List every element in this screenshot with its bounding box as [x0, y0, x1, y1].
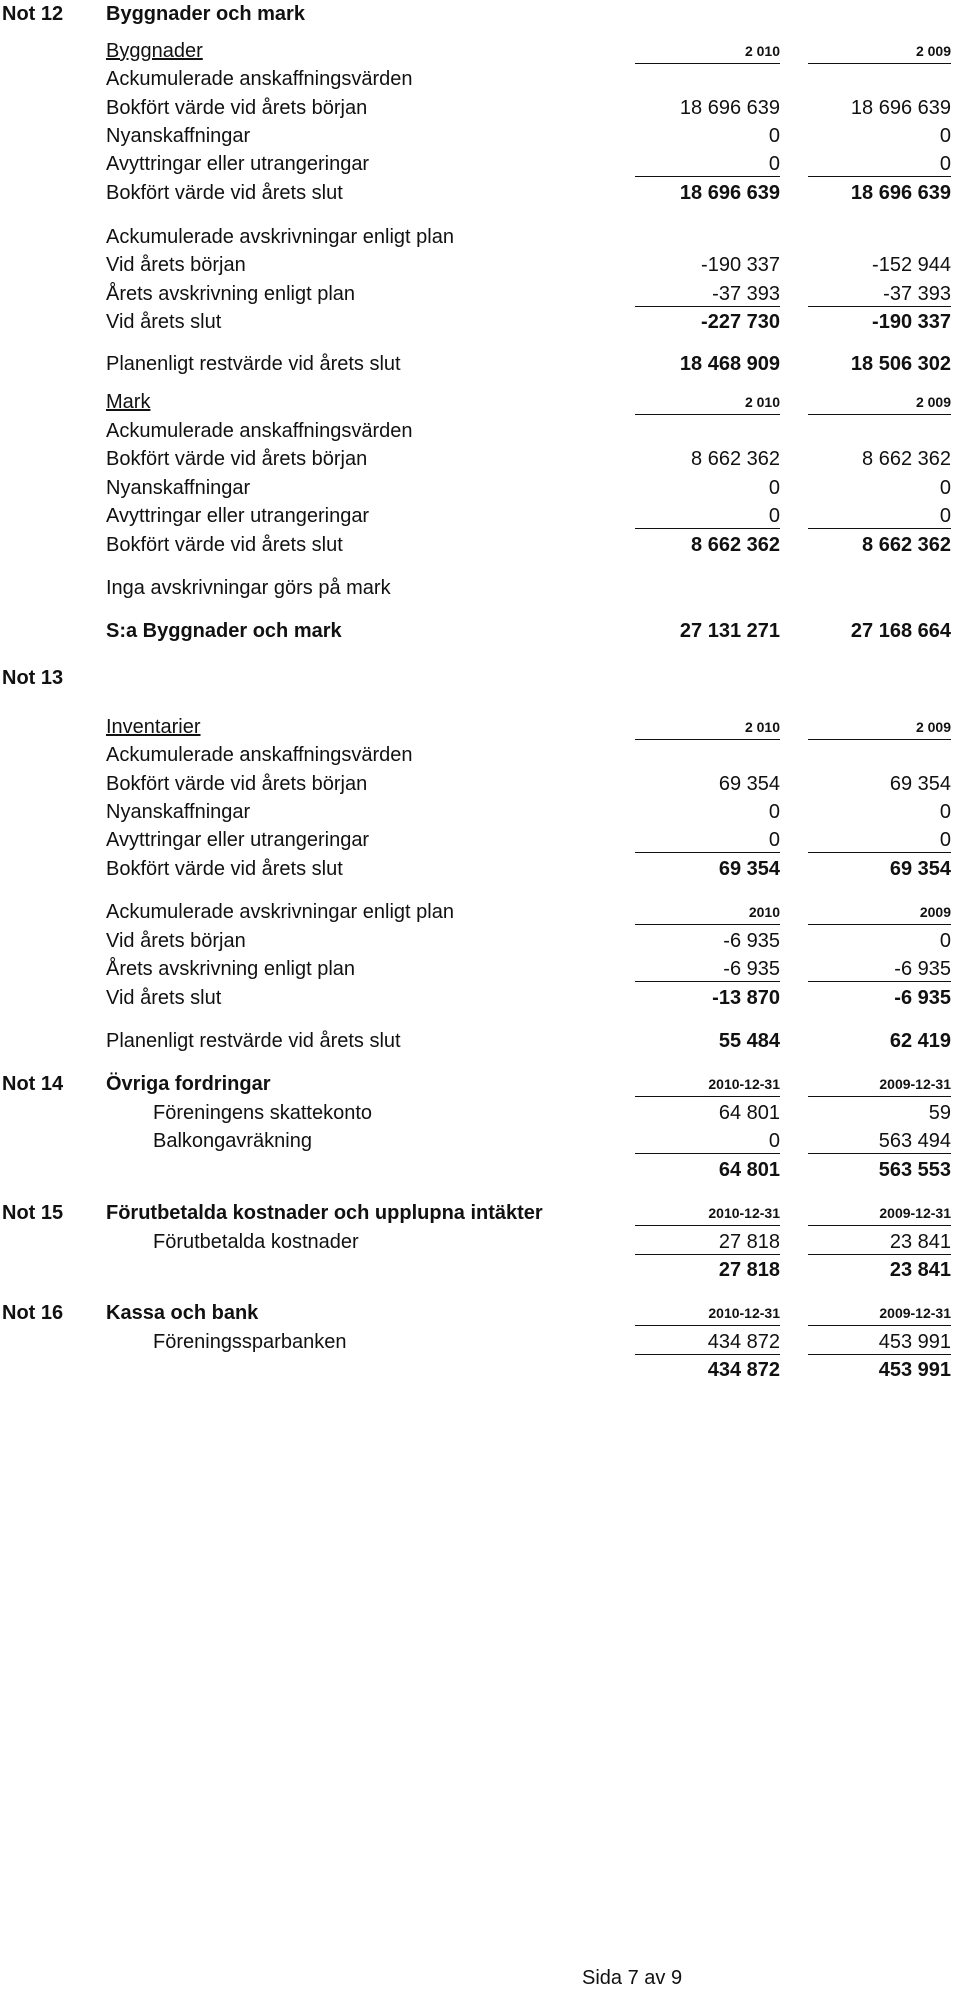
row-label: Bokfört värde vid årets början [106, 97, 368, 119]
value-2009: -6 935 [808, 955, 951, 982]
value-2010: 2 010 [635, 388, 780, 415]
value-2009: -6 935 [894, 987, 951, 1009]
value-2009: 453 991 [808, 1328, 951, 1355]
note-row [0, 798, 960, 826]
note-row [0, 1199, 960, 1227]
row-label: Vid årets början [106, 254, 246, 276]
note-row [0, 1299, 960, 1327]
row-label: Avyttringar eller utrangeringar [106, 505, 370, 527]
note-row [0, 741, 960, 769]
value-2010: 18 696 639 [679, 182, 780, 204]
row-label: Förutbetalda kostnader [153, 1231, 359, 1253]
note-row [0, 150, 960, 178]
value-2010: 18 468 909 [679, 353, 780, 375]
value-2010: -37 393 [635, 280, 780, 307]
note-row [0, 474, 960, 502]
note-row [0, 955, 960, 983]
note-row [0, 531, 960, 559]
value-2010: 69 354 [718, 773, 780, 795]
row-label: Inga avskrivningar görs på mark [106, 577, 391, 599]
row-label: Balkongavräkning [153, 1130, 312, 1152]
note-row [0, 179, 960, 207]
note-row [0, 122, 960, 150]
row-label: Föreningssparbanken [153, 1331, 347, 1353]
note-row [0, 280, 960, 308]
row-label: Planenligt restvärde vid årets slut [106, 1030, 401, 1052]
value-2009: 0 [939, 930, 951, 952]
value-2010: -13 870 [712, 987, 780, 1009]
value-2010: -6 935 [635, 955, 780, 982]
value-2010: 2 010 [635, 713, 780, 740]
value-2009: 563 553 [878, 1159, 951, 1181]
value-2009: 8 662 362 [862, 448, 951, 470]
value-2010: 434 872 [707, 1359, 780, 1381]
value-2010: 2010-12-31 [635, 1070, 780, 1097]
note-row [0, 251, 960, 279]
note-row [0, 223, 960, 251]
note-row [0, 502, 960, 530]
note-row [0, 94, 960, 122]
note-number: Not 16 [2, 1302, 64, 1324]
note-row [0, 617, 960, 645]
value-2010: 27 818 [635, 1228, 780, 1255]
note-row [0, 65, 960, 93]
value-2010: 8 662 362 [691, 534, 780, 556]
note-row [0, 417, 960, 445]
row-label: Bokfört värde vid årets slut [106, 182, 343, 204]
value-2009: 2 009 [808, 37, 951, 64]
value-2009: 18 696 639 [850, 182, 951, 204]
note-row [0, 1328, 960, 1356]
value-2010: 0 [635, 502, 780, 529]
note-row [0, 770, 960, 798]
note-row [0, 1228, 960, 1256]
note-row [0, 37, 960, 65]
value-2009: 18 696 639 [850, 97, 951, 119]
row-label: Bokfört värde vid årets början [106, 773, 368, 795]
row-label: Avyttringar eller utrangeringar [106, 829, 370, 851]
value-2010: -190 337 [701, 254, 780, 276]
row-label: Ackumulerade anskaffningsvärden [106, 420, 413, 442]
row-label: Årets avskrivning enligt plan [106, 958, 356, 980]
value-2010: 434 872 [635, 1328, 780, 1355]
value-2010: 55 484 [718, 1030, 780, 1052]
value-2009: 2009-12-31 [808, 1070, 951, 1097]
value-2009: 0 [939, 125, 951, 147]
value-2010: 0 [635, 150, 780, 177]
row-label: Bokfört värde vid årets slut [106, 858, 343, 880]
subtotal-row [0, 1256, 960, 1284]
row-label: Nyanskaffningar [106, 125, 251, 147]
value-2010: -6 935 [723, 930, 780, 952]
value-2010: 0 [768, 801, 780, 823]
value-2010: 27 131 271 [679, 620, 780, 642]
value-2009: 8 662 362 [862, 534, 951, 556]
row-label: Byggnader och mark [106, 3, 305, 25]
value-2009: 2009 [808, 898, 951, 925]
value-2009: 563 494 [808, 1127, 951, 1154]
note-number: Not 15 [2, 1202, 64, 1224]
row-label: Kassa och bank [106, 1302, 259, 1324]
note-row [0, 927, 960, 955]
value-2010: 18 696 639 [679, 97, 780, 119]
value-2009: 18 506 302 [850, 353, 951, 375]
note-row [0, 826, 960, 854]
value-2009: 0 [808, 826, 951, 853]
value-2009: 69 354 [889, 773, 951, 795]
value-2010: 64 801 [718, 1102, 780, 1124]
value-2009: 2009-12-31 [808, 1299, 951, 1326]
row-label: Ackumulerade avskrivningar enligt plan [106, 901, 454, 923]
note-row [0, 350, 960, 378]
value-2009: 59 [928, 1102, 951, 1124]
value-2010: 0 [768, 477, 780, 499]
row-label: Inventarier [106, 716, 201, 738]
value-2010: 2010-12-31 [635, 1299, 780, 1326]
value-2009: 2 009 [808, 388, 951, 415]
note-number: Not 14 [2, 1073, 64, 1095]
value-2009: 0 [939, 801, 951, 823]
value-2009: 62 419 [889, 1030, 951, 1052]
row-label: Vid årets slut [106, 987, 222, 1009]
row-label: Vid årets slut [106, 311, 222, 333]
value-2009: 69 354 [889, 858, 951, 880]
value-2010: 64 801 [718, 1159, 780, 1181]
value-2010: 2010-12-31 [635, 1199, 780, 1226]
value-2009: 27 168 664 [850, 620, 951, 642]
row-label: Avyttringar eller utrangeringar [106, 153, 370, 175]
value-2010: 2010 [635, 898, 780, 925]
row-label: Byggnader [106, 40, 203, 62]
row-label: Nyanskaffningar [106, 477, 251, 499]
row-label: Planenligt restvärde vid årets slut [106, 353, 401, 375]
row-label: Bokfört värde vid årets slut [106, 534, 343, 556]
note-row [0, 0, 960, 28]
value-2009: 0 [808, 502, 951, 529]
note-row [0, 898, 960, 926]
row-label: Vid årets början [106, 930, 246, 952]
note-row [0, 1127, 960, 1155]
row-label: Övriga fordringar [106, 1073, 271, 1095]
value-2009: 453 991 [878, 1359, 951, 1381]
value-2010: 0 [635, 1127, 780, 1154]
value-2010: -227 730 [701, 311, 780, 333]
note-row [0, 713, 960, 741]
row-label: Ackumulerade avskrivningar enligt plan [106, 226, 454, 248]
value-2009: -152 944 [872, 254, 951, 276]
value-2009: 0 [939, 477, 951, 499]
note-row [0, 1070, 960, 1098]
value-2010: 2 010 [635, 37, 780, 64]
row-label: Förutbetalda kostnader och upplupna intäkter [106, 1202, 543, 1224]
row-label: Årets avskrivning enligt plan [106, 283, 356, 305]
note-heading-row [0, 664, 960, 692]
row-label: Bokfört värde vid årets början [106, 448, 368, 470]
note-row [0, 984, 960, 1012]
value-2009: 2 009 [808, 713, 951, 740]
value-2010: 8 662 362 [691, 448, 780, 470]
note-row [0, 855, 960, 883]
value-2009: 2009-12-31 [808, 1199, 951, 1226]
row-label: Mark [106, 391, 151, 413]
note-row [0, 1027, 960, 1055]
value-2009: 23 841 [808, 1228, 951, 1255]
value-2010: 69 354 [718, 858, 780, 880]
row-label: Ackumulerade anskaffningsvärden [106, 68, 413, 90]
note-row [0, 445, 960, 473]
note-row [0, 1099, 960, 1127]
row-label: S:a Byggnader och mark [106, 620, 342, 642]
subtotal-row [0, 1156, 960, 1184]
note-number: Not 12 [2, 3, 64, 25]
note-row [0, 308, 960, 336]
subtotal-row [0, 1356, 960, 1384]
value-2009: 0 [808, 150, 951, 177]
value-2009: 23 841 [889, 1259, 951, 1281]
value-2010: 0 [635, 826, 780, 853]
row-label: Föreningens skattekonto [153, 1102, 373, 1124]
note-number: Not 13 [2, 667, 64, 689]
row-label: Nyanskaffningar [106, 801, 251, 823]
note-row [0, 388, 960, 416]
note-row [0, 574, 960, 602]
value-2009: -190 337 [872, 311, 951, 333]
page-number: Sida 7 av 9 [582, 1967, 683, 1989]
row-label: Ackumulerade anskaffningsvärden [106, 744, 413, 766]
value-2009: -37 393 [808, 280, 951, 307]
value-2010: 0 [768, 125, 780, 147]
value-2010: 27 818 [718, 1259, 780, 1281]
